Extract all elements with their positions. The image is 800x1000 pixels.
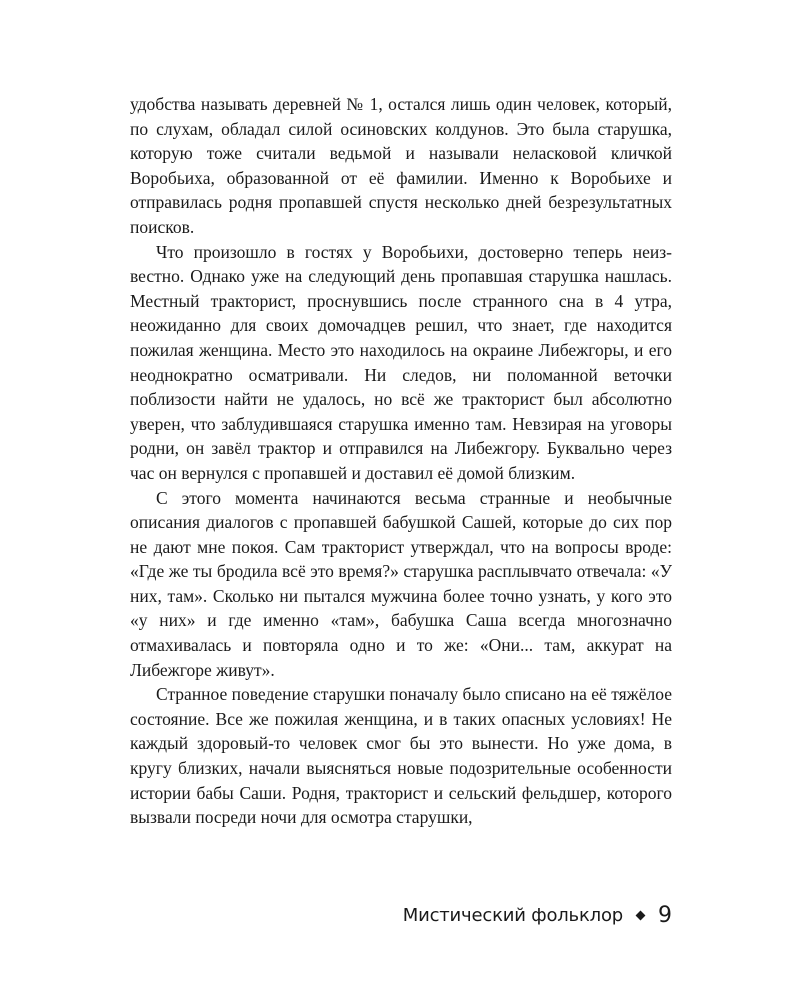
running-footer bbox=[403, 903, 672, 928]
running-title: Мистический фольклор bbox=[402, 905, 623, 926]
diamond-separator-icon bbox=[636, 911, 646, 921]
paragraph-3: С этого момента начинаются весьма странные и необычные описания диалогов с пропавшей бабушкой Сашей, которые до сих пор не дают мне покоя. Сам тракторист утверждал, что на вопросы вроде: «Где же ты бродила всё это время?» старушка расплывчато отвечала: «У них, там». Сколько ни пытался мужчина более точно узнать, у кого это «у них» и где именно «там», бабушка Саша всегда многозначно отмахивалась и повторяла одно и то же: «Они... там, аккурат на Либежгоре живут». bbox=[130, 487, 672, 680]
paragraph-2: Что произошло в гостях у Воробьихи, достоверно теперь неизвестно. Однако уже на следующий день пропавшая старушка нашлась. Местный тракторист, проснувшись после странного сна в 4 утра, неожиданно для своих домочадцев решил, что знает, где находится пожилая женщина. Место это находилось на окраине Либежгоры, и его неоднократно осматривали. Ни следов, ни поломанной веточки поблизости найти не удалось, но всё же тракторист был абсолютно уверен, что заблудившаяся старушка именно там. Невзирая на уговоры родни, он завёл трактор и отправился на Либежгору. Буквально через час он вернулся с пропавшей и доставил её домой близким. bbox=[130, 241, 672, 483]
page-number: 9 bbox=[658, 903, 672, 928]
body-text bbox=[130, 92, 672, 830]
paragraph-4: Странное поведение старушки поначалу было списано на её тяжёлое состояние. Все же пожилая женщина, и в таких опасных условиях! Не каждый здоровый-то человек смог бы это вынести. Но уже дома, в кругу близких, начали выясняться новые подозрительные особенности истории бабы Саши. Родня, тракторист и сельский фельдшер, которого вызвали посреди ночи для осмотра старушки, bbox=[130, 684, 672, 828]
paragraph-1: удобства называть деревней № 1, остался лишь один человек, который, по слухам, обладал силой осиновских колдунов. Это была старушка, которую тоже считали ведьмой и называли неласковой кличкой Воробьиха, образованной от её фамилии. Именно к Воробьихе и отправилась родня пропавшей спустя несколько дней безрезультатных поисков. bbox=[130, 94, 672, 237]
